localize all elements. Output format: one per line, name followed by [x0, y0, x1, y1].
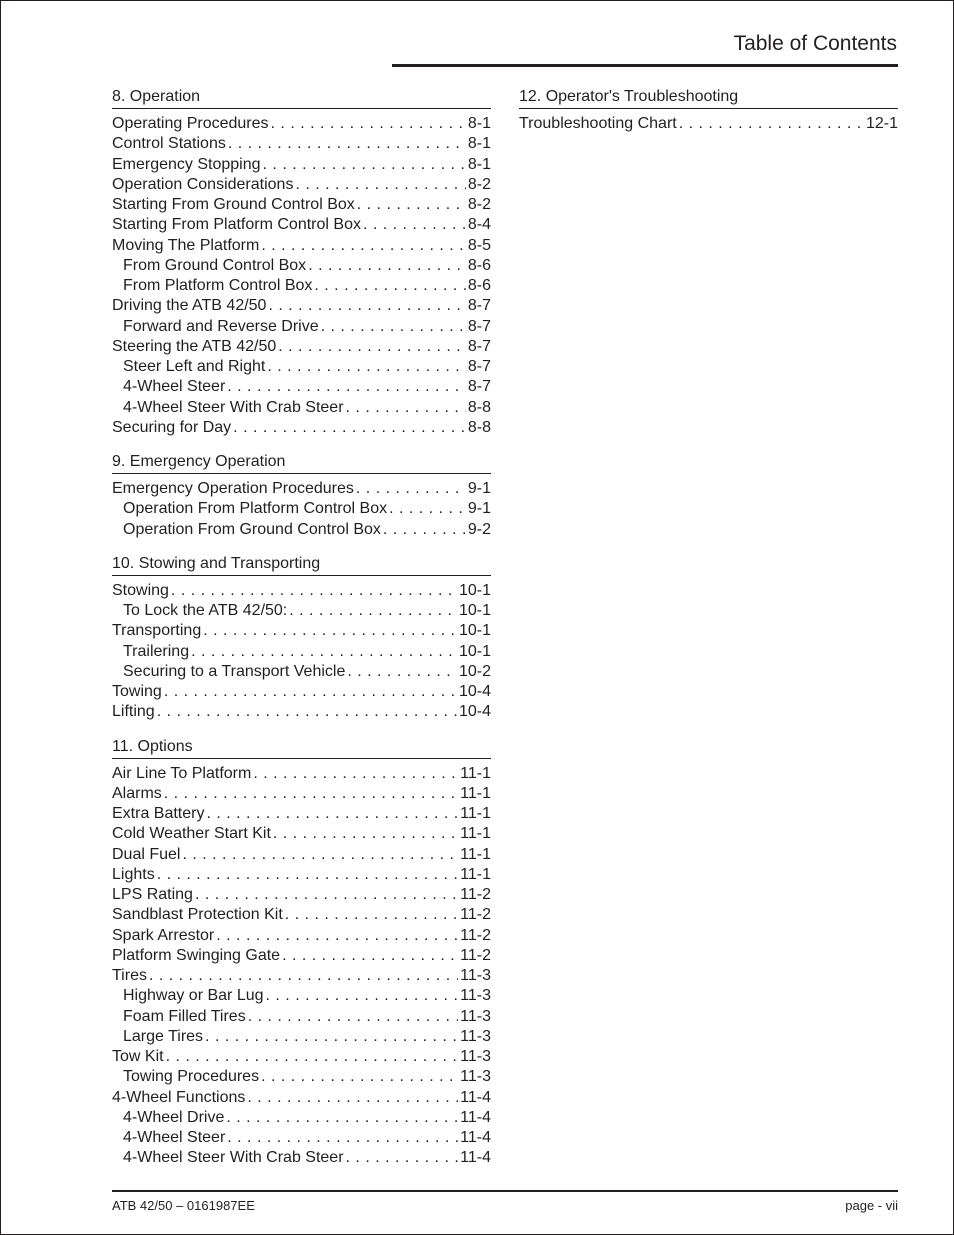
toc-entry-page: 11-2 — [460, 886, 491, 903]
toc-dot-leader — [346, 1148, 459, 1168]
toc-entry-label: Air Line To Platform — [112, 764, 252, 782]
toc-entry-label: Cold Weather Start Kit — [112, 825, 271, 843]
toc-section — [112, 554, 491, 723]
toc-subentry[interactable] — [112, 642, 491, 662]
toc-entry-label: Towing Procedures — [123, 1068, 260, 1086]
toc-entry-list — [112, 114, 491, 438]
toc-entry[interactable] — [112, 824, 491, 844]
toc-entry[interactable] — [112, 195, 491, 215]
toc-dot-leader — [363, 215, 466, 235]
toc-entry-page: 8-2 — [467, 175, 491, 193]
toc-dot-leader — [285, 905, 458, 925]
toc-entry-label: 4-Wheel Steer With Crab Steer — [123, 1149, 344, 1167]
toc-entry[interactable] — [112, 926, 491, 946]
toc-dot-leader — [226, 1108, 458, 1128]
toc-entry[interactable] — [112, 1088, 491, 1108]
toc-entry-label: 4-Wheel Steer — [123, 378, 226, 396]
toc-entry[interactable] — [112, 215, 491, 235]
toc-entry[interactable] — [112, 418, 491, 438]
toc-dot-leader — [149, 966, 458, 986]
toc-entry-label: 4-Wheel Drive — [123, 1108, 225, 1126]
toc-dot-leader — [389, 499, 466, 519]
toc-entry-page: 11-1 — [460, 865, 491, 883]
toc-entry-page: 9-1 — [467, 500, 491, 518]
toc-entry-label: Tires — [112, 967, 147, 984]
toc-subentry[interactable] — [112, 499, 491, 519]
toc-entry-label: 4-Wheel Steer With Crab Steer — [123, 398, 344, 416]
toc-dot-leader — [321, 317, 466, 337]
toc-entry[interactable] — [112, 946, 491, 966]
toc-subentry[interactable] — [112, 1148, 491, 1168]
toc-entry-label: Extra Battery — [112, 805, 205, 822]
toc-dot-leader — [248, 1007, 458, 1027]
toc-entry-list — [112, 764, 491, 1169]
toc-entry-page: 10-4 — [458, 683, 491, 700]
toc-entry-page: 8-6 — [467, 277, 491, 294]
toc-entry-page: 11-1 — [460, 764, 491, 782]
toc-dot-leader — [289, 601, 457, 621]
toc-dot-leader — [314, 276, 465, 296]
toc-dot-leader — [203, 621, 457, 641]
toc-section — [112, 87, 491, 438]
toc-entry-label: Towing — [112, 683, 162, 700]
toc-subentry[interactable] — [112, 1027, 491, 1047]
toc-entry[interactable] — [112, 337, 491, 357]
toc-entry-label: Operation Considerations — [112, 175, 294, 193]
footer-page-number: page - vii — [845, 1198, 898, 1213]
toc-dot-leader — [171, 581, 457, 601]
toc-entry-label: Dual Fuel — [112, 845, 181, 863]
toc-entry-label: Stowing — [112, 581, 169, 599]
toc-dot-leader — [268, 296, 465, 316]
toc-entry-page: 10-1 — [458, 602, 491, 619]
toc-entry[interactable] — [112, 905, 491, 925]
toc-entry-page: 8-4 — [467, 216, 491, 234]
toc-entry-page: 11-3 — [460, 967, 491, 984]
toc-dot-leader — [227, 1128, 458, 1148]
toc-entry-label: Driving the ATB 42/50 — [112, 297, 267, 315]
toc-subentry[interactable] — [112, 1007, 491, 1027]
toc-dot-leader — [216, 926, 458, 946]
toc-dot-leader — [195, 885, 458, 905]
toc-section — [112, 737, 491, 1169]
toc-dot-leader — [191, 642, 457, 662]
toc-entry[interactable] — [112, 114, 491, 134]
toc-entry-page: 11-1 — [460, 805, 491, 822]
toc-entry[interactable] — [112, 702, 491, 722]
toc-entry-label: 4-Wheel Steer — [123, 1129, 226, 1146]
toc-entry-label: Starting From Ground Control Box — [112, 196, 355, 213]
toc-entry-page: 11-4 — [460, 1129, 491, 1146]
toc-entry[interactable] — [112, 581, 491, 601]
toc-dot-leader — [357, 195, 466, 215]
toc-entry-page: 11-3 — [460, 987, 491, 1005]
toc-entry-page: 9-1 — [467, 480, 491, 497]
toc-entry-page: 11-1 — [460, 845, 491, 863]
toc-entry-label: Lifting — [112, 703, 155, 721]
toc-entry[interactable] — [112, 845, 491, 865]
toc-entry[interactable] — [112, 865, 491, 885]
toc-subentry[interactable] — [112, 256, 491, 276]
toc-entry-label: To Lock the ATB 42/50: — [123, 602, 288, 619]
toc-entry[interactable] — [112, 175, 491, 195]
toc-entry-label: 4-Wheel Functions — [112, 1088, 246, 1106]
toc-dot-leader — [228, 134, 466, 154]
toc-entry-label: Starting From Platform Control Box — [112, 216, 361, 234]
toc-dot-leader — [157, 865, 458, 885]
toc-entry-label: Operation From Platform Control Box — [123, 500, 388, 518]
toc-entry-page: 10-4 — [458, 703, 491, 721]
toc-entry-page: 10-1 — [458, 581, 491, 599]
toc-entry-page: 8-8 — [467, 398, 491, 416]
toc-entry-label: Trailering — [123, 642, 190, 660]
toc-entry[interactable] — [112, 885, 491, 905]
toc-dot-leader — [253, 764, 458, 784]
toc-entry-page: 8-7 — [467, 297, 491, 315]
toc-subentry[interactable] — [112, 317, 491, 337]
toc-section-heading: 8. Operation — [112, 87, 491, 109]
toc-section — [112, 452, 491, 540]
toc-dot-leader — [273, 824, 458, 844]
toc-entry-page: 8-1 — [467, 115, 491, 132]
toc-section-heading: 12. Operator's Troubleshooting — [519, 87, 898, 109]
toc-entry-list — [112, 479, 491, 540]
footer-rule — [112, 1190, 898, 1192]
toc-dot-leader — [356, 479, 466, 499]
toc-entry[interactable] — [112, 236, 491, 256]
toc-entry-page: 11-4 — [460, 1149, 491, 1167]
toc-entry[interactable] — [112, 134, 491, 154]
toc-dot-leader — [267, 357, 466, 377]
toc-dot-leader — [227, 377, 466, 397]
toc-dot-leader — [383, 520, 466, 540]
toc-subentry[interactable] — [112, 357, 491, 377]
toc-entry-page: 8-7 — [467, 378, 491, 396]
toc-entry[interactable] — [112, 296, 491, 316]
toc-entry-label: Operation From Ground Control Box — [123, 520, 381, 538]
toc-entry-page: 12-1 — [865, 115, 898, 132]
toc-entry-page: 11-4 — [460, 1088, 491, 1106]
toc-dot-leader — [206, 804, 458, 824]
toc-dot-leader — [278, 337, 466, 357]
toc-entry-label: Transporting — [112, 622, 202, 640]
toc-entry-label: Highway or Bar Lug — [123, 987, 264, 1005]
toc-dot-leader — [157, 702, 457, 722]
toc-entry[interactable] — [112, 479, 491, 499]
toc-entry-label: Moving The Platform — [112, 236, 260, 254]
toc-dot-leader — [282, 946, 458, 966]
toc-entry-page: 11-4 — [460, 1108, 491, 1126]
toc-section-heading: 9. Emergency Operation — [112, 452, 491, 474]
toc-entry-label: Operating Procedures — [112, 115, 269, 132]
toc-dot-leader — [166, 1047, 459, 1067]
toc-subentry[interactable] — [112, 398, 491, 418]
toc-entry-page: 11-2 — [460, 946, 491, 964]
toc-entry-page: 8-2 — [467, 196, 491, 213]
toc-dot-leader — [266, 986, 459, 1006]
toc-entry-page: 11-2 — [460, 906, 491, 924]
toc-subentry[interactable] — [112, 662, 491, 682]
toc-entry-page: 11-3 — [460, 1007, 491, 1025]
toc-entry-list — [112, 581, 491, 723]
toc-entry-label: Steering the ATB 42/50 — [112, 337, 277, 355]
toc-entry-label: Securing for Day — [112, 418, 232, 436]
toc-subentry[interactable] — [112, 1067, 491, 1087]
toc-entry-label: Troubleshooting Chart — [519, 115, 677, 132]
toc-subentry[interactable] — [112, 986, 491, 1006]
toc-entry-page: 8-5 — [467, 236, 491, 254]
toc-subentry[interactable] — [112, 1128, 491, 1148]
toc-entry-page: 11-3 — [460, 1048, 491, 1065]
toc-entry-label: Emergency Stopping — [112, 155, 261, 173]
footer-document-id: ATB 42/50 – 0161987EE — [112, 1198, 255, 1213]
toc-subentry[interactable] — [112, 1108, 491, 1128]
toc-entry-page: 11-2 — [460, 926, 491, 944]
toc-entry-page: 8-1 — [467, 155, 491, 173]
toc-entry-page: 10-1 — [458, 642, 491, 660]
toc-entry-label: Large Tires — [123, 1027, 204, 1045]
toc-entry[interactable] — [112, 682, 491, 702]
toc-entry-list — [519, 114, 898, 134]
toc-dot-leader — [263, 155, 466, 175]
toc-subentry[interactable] — [112, 276, 491, 296]
toc-entry[interactable] — [112, 155, 491, 175]
toc-entry-page: 8-1 — [467, 135, 491, 153]
toc-entry-page: 8-6 — [467, 256, 491, 274]
toc-entry[interactable] — [112, 621, 491, 641]
toc-entry-page: 10-1 — [458, 622, 491, 640]
toc-entry-label: Forward and Reverse Drive — [123, 317, 319, 335]
toc-entry[interactable] — [112, 764, 491, 784]
toc-dot-leader — [164, 682, 457, 702]
toc-entry-page: 11-1 — [460, 784, 491, 802]
toc-entry-label: Alarms — [112, 784, 162, 802]
toc-entry-page: 8-7 — [467, 317, 491, 335]
toc-entry-page: 11-1 — [460, 825, 491, 843]
toc-section-heading: 11. Options — [112, 737, 491, 759]
toc-entry[interactable] — [112, 1047, 491, 1067]
toc-entry-page: 10-2 — [458, 662, 491, 680]
toc-entry-label: Securing to a Transport Vehicle — [123, 662, 346, 680]
toc-entry-page: 9-2 — [467, 520, 491, 538]
page-title: Table of Contents — [733, 32, 897, 55]
toc-entry-label: LPS Rating — [112, 886, 193, 903]
toc-entry-page: 11-3 — [460, 1027, 491, 1045]
toc-entry-label: Lights — [112, 865, 155, 883]
toc-entry-label: Spark Arrestor — [112, 926, 215, 944]
toc-dot-leader — [271, 114, 466, 134]
toc-entry[interactable] — [519, 114, 898, 134]
toc-section-heading: 10. Stowing and Transporting — [112, 554, 491, 576]
title-rule — [392, 64, 898, 67]
toc-left-column — [112, 87, 491, 1183]
toc-dot-leader — [347, 662, 457, 682]
toc-entry-label: From Ground Control Box — [123, 256, 307, 274]
toc-dot-leader — [164, 784, 458, 804]
toc-entry-label: Platform Swinging Gate — [112, 946, 281, 964]
toc-dot-leader — [308, 256, 466, 276]
toc-entry[interactable] — [112, 784, 491, 804]
toc-dot-leader — [205, 1027, 458, 1047]
toc-dot-leader — [233, 418, 466, 438]
toc-right-column — [519, 87, 898, 148]
toc-entry-label: Emergency Operation Procedures — [112, 480, 354, 497]
toc-entry-label: Steer Left and Right — [123, 358, 266, 375]
toc-dot-leader — [295, 175, 465, 195]
toc-subentry[interactable] — [112, 520, 491, 540]
toc-entry-page: 11-3 — [460, 1068, 491, 1086]
toc-entry-page: 8-7 — [467, 358, 491, 375]
toc-entry-label: Tow Kit — [112, 1048, 164, 1065]
toc-entry[interactable] — [112, 804, 491, 824]
toc-dot-leader — [261, 1067, 458, 1087]
toc-dot-leader — [346, 398, 466, 418]
toc-entry-label: Foam Filled Tires — [123, 1007, 246, 1025]
toc-subentry[interactable] — [112, 601, 491, 621]
toc-entry-label: Sandblast Protection Kit — [112, 906, 283, 924]
toc-dot-leader — [247, 1088, 458, 1108]
toc-entry-page: 8-8 — [467, 418, 491, 436]
toc-entry[interactable] — [112, 966, 491, 986]
toc-dot-leader — [679, 114, 864, 134]
toc-section — [519, 87, 898, 134]
toc-entry-label: From Platform Control Box — [123, 277, 313, 294]
toc-entry-label: Control Stations — [112, 135, 226, 153]
toc-subentry[interactable] — [112, 377, 491, 397]
toc-entry-page: 8-7 — [467, 337, 491, 355]
toc-dot-leader — [261, 236, 466, 256]
toc-dot-leader — [182, 845, 458, 865]
